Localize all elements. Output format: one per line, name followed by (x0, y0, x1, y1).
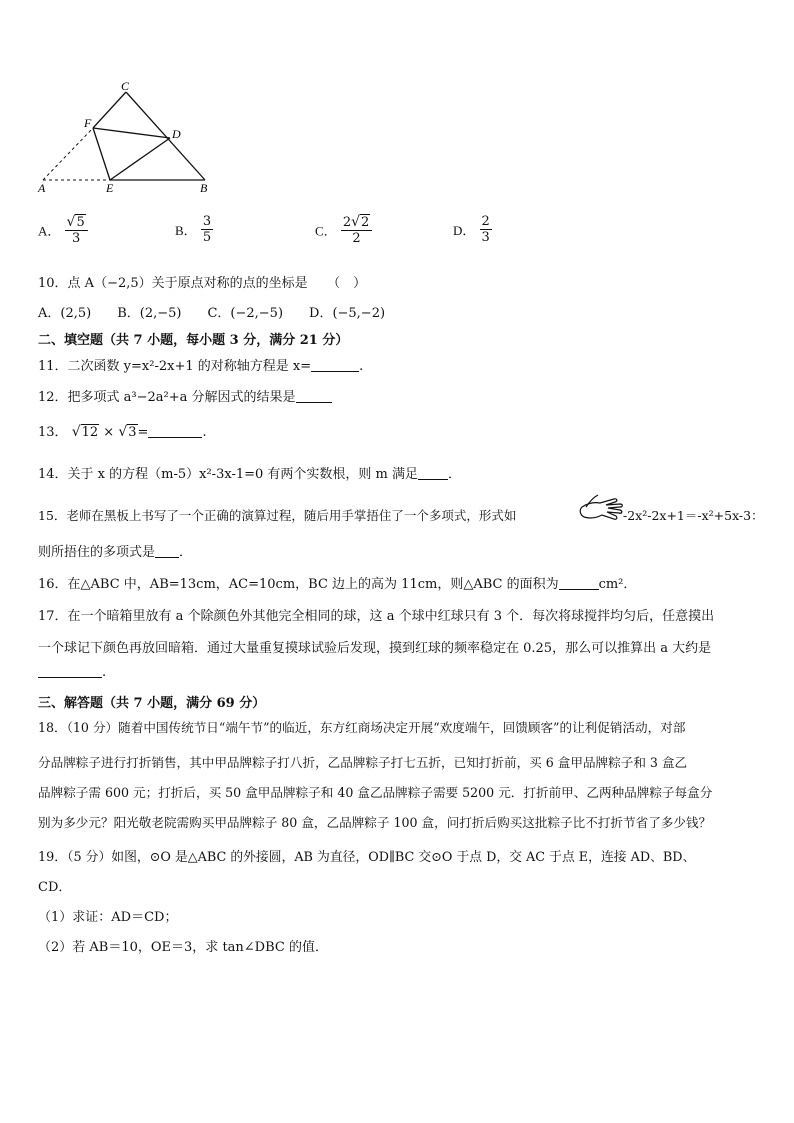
palm-hand-icon (578, 493, 624, 527)
segment-ed (110, 138, 170, 180)
question-13: 13． √ 12 × √ 3 = . (38, 424, 207, 440)
label-e: E (106, 181, 114, 195)
label-a: A (38, 181, 46, 195)
q18-line-3: 品牌粽子需 600 元；打折后，买 50 盒甲品牌粽子和 40 盒乙品牌粽子需要 5200 元．打折前甲、乙两种品牌粽子每盒分 (38, 785, 713, 800)
q15-formula: -2x²-2x+1＝-x²+5x-3： (623, 508, 764, 523)
q18-line-2: 分品牌粽子进行打折销售，其中甲品牌粽子打八折，乙品牌粽子打七五折，已知打折前，买 6 盒甲品牌粽子和 3 盒乙 (38, 755, 688, 770)
q19-line-1: 19．（5 分）如图，⊙O 是△ABC 的外接圆，AB 为直径，OD∥BC 交⊙O 于点 D，交 AC 于点 E，连接 AD、BD、 (38, 850, 696, 865)
question-14: 14．关于 x 的方程（m-5）x²-3x-1=0 有两个实数根，则 m 满足 ． (38, 467, 462, 482)
section-2-heading: 二、填空题（共 7 小题，每小题 3 分，满分 21 分） (38, 333, 349, 348)
answer-blank[interactable] (559, 577, 599, 590)
segment-af-dashed (43, 128, 93, 180)
section-3-heading: 三、解答题（共 7 小题，满分 69 分） (38, 696, 266, 711)
q9-option-a[interactable]: A． √ 5 3 (38, 214, 88, 246)
answer-blank[interactable] (148, 425, 202, 438)
q17-line-1: 17．在一个暗箱里放有 a 个除颜色外其他完全相同的球，这 a 个球中红球只有 3 个．每次将球搅拌均匀后，任意摸出 (38, 609, 715, 624)
answer-blank[interactable] (418, 467, 448, 480)
fraction: 2 √ 2 2 (341, 214, 372, 246)
q9-option-d[interactable]: D． $\frac{2}{3}$ (453, 214, 490, 245)
segment-cb (126, 92, 205, 180)
q18-line-1: 18．（10 分）随着中国传统节日“端午节”的临近，东方红商场决定开展“欢度端午，回馈顾客”的让利促销活动，对部 (38, 720, 686, 735)
question-16: 16．在△ABC 中，AB=13cm，AC=10cm，BC 边上的高为 11cm，则△ABC 的面积为 cm²． (38, 577, 637, 592)
sqrt-12: √ 12 (71, 424, 99, 440)
q17-line-3: . (38, 665, 106, 680)
answer-blank[interactable] (296, 390, 332, 403)
fraction: $\frac{2}{3}$ (481, 214, 490, 245)
q9-option-c[interactable]: C． 2 √ 2 2 (315, 214, 372, 246)
q10-options: A．(2,5) B．(2,−5) C．(−2,−5) D．(−5,−2) (38, 306, 386, 321)
answer-blank[interactable] (155, 545, 179, 558)
sqrt-3: √ 3 (118, 424, 137, 440)
q18-line-4: 别为多少元？阳光敬老院需购买甲品牌粽子 80 盒，乙品牌粽子 100 盒，问打折后购买这批粽子比不打折节省了多少钱？ (38, 815, 712, 830)
fraction: √ 5 3 (65, 214, 88, 246)
q10-stem: 10．点 A（−2,5）关于原点对称的点的坐标是 （ ） (38, 276, 367, 291)
label-b: B (200, 181, 208, 195)
segment-fe (93, 128, 110, 180)
label-f: F (84, 116, 92, 130)
segment-fd (93, 128, 170, 138)
q19-part-1: （1）求证：AD＝CD； (38, 910, 178, 925)
label-c: C (121, 79, 130, 93)
q19-part-2: （2）若 AB＝10，OE＝3，求 tan∠DBC 的值． (38, 940, 328, 955)
question-15: 15．老师在黑板上书写了一个正确的演算过程，随后用手掌捂住了一个多项式，形式如 (38, 508, 517, 523)
fraction: $\frac{3}{5}$ (202, 214, 212, 245)
q15-line-2: 则所捂住的多项式是 ． (38, 545, 193, 560)
label-d: D (172, 127, 181, 141)
q9-option-b[interactable]: B． $\frac{3}{5}$ (175, 214, 212, 245)
question-11: 11．二次函数 y=x²-2x+1 的对称轴方程是 x= . (38, 359, 364, 374)
answer-blank[interactable] (38, 665, 102, 678)
q19-line-2: CD． (38, 880, 72, 895)
q17-line-2: 一个球记下颜色再放回暗箱．通过大量重复摸球试验后发现，摸到红球的频率稳定在 0.25，那么可以推算出 a 大约是 (38, 641, 712, 656)
question-12: 12．把多项式 a³−2a²+a 分解因式的结果是 (38, 386, 332, 405)
answer-blank[interactable] (311, 359, 359, 372)
segment-fc (93, 92, 126, 128)
triangle-figure (30, 78, 220, 198)
